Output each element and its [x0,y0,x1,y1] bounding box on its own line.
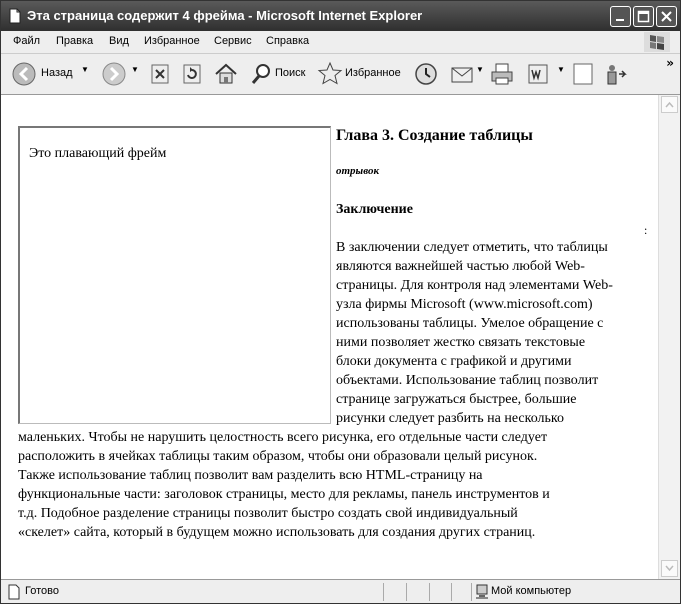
window-title: Эта страница содержит 4 фрейма - Microsoft Internet Explorer [27,8,423,23]
close-icon [660,10,673,23]
text-line: ними позволяет жестко связать текстовые [336,335,586,350]
text-line: В заключении следует отметить, что таблицы [336,240,608,255]
security-zone-text: Мой компьютер [491,585,572,597]
text-line: использованы таблицы. Умелое обращение с [336,316,604,331]
text-line: являются важнейшей частью любой Web- [336,259,585,274]
search-icon[interactable] [249,60,273,88]
scroll-down-icon [662,561,677,576]
history-icon[interactable] [413,60,439,88]
forward-dropdown-icon[interactable]: ▼ [131,65,139,74]
menu-edit[interactable]: Правка [56,35,94,47]
favorites-button-label[interactable]: Избранное [345,67,401,79]
status-separator [471,583,472,601]
print-icon[interactable] [489,60,515,88]
discuss-icon[interactable] [571,60,595,88]
scroll-up-button[interactable] [661,96,678,113]
menu-help[interactable]: Справка [266,35,310,47]
status-bar [1,579,680,604]
colon-mark: : [644,223,648,237]
menu-tools[interactable]: Сервис [214,35,252,47]
back-button-label[interactable]: Назад [41,67,73,79]
floating-iframe[interactable] [18,126,331,424]
favorites-star-icon[interactable] [317,60,343,88]
text-line: объектами. Использование таблиц позволит [336,373,599,388]
mail-dropdown-icon[interactable]: ▼ [476,65,484,74]
stop-icon[interactable] [149,60,171,88]
status-separator [429,583,430,601]
menu-file[interactable]: Файл [13,35,41,47]
minimize-button[interactable] [610,6,631,27]
text-line: Также использование таблиц позволит вам разделить всю HTML-страницу на [18,468,483,483]
back-dropdown-icon[interactable]: ▼ [81,65,89,74]
home-icon[interactable] [213,60,239,88]
menu-favorites[interactable]: Избранное [144,35,200,47]
edit-dropdown-icon[interactable]: ▼ [557,65,565,74]
text-line: «скелет» сайта, который в будущем можно использовать для создания других страниц. [18,525,536,540]
done-page-icon [7,584,21,600]
status-text: Готово [25,585,59,597]
windows-logo-icon [644,32,670,52]
text-line: функциональные части: заголовок страницы, место для рекламы, панель инструментов и [18,487,550,502]
text-line: блоки документа с графикой и другими [336,354,572,369]
computer-icon [475,584,489,600]
status-separator [406,583,407,601]
page-heading: Глава 3. Создание таблицы [336,127,533,144]
status-separator [383,583,384,601]
mail-icon[interactable] [449,60,477,88]
minimize-icon [614,10,627,23]
text-line: странице загружаться быстрее, большие [336,392,577,407]
scroll-down-button[interactable] [661,560,678,577]
text-line: рисунки следует разбить на несколько [336,411,565,426]
menu-view[interactable]: Вид [109,35,129,47]
close-button[interactable] [656,6,677,27]
forward-arrow-icon[interactable] [101,60,127,88]
toolbar-more-icon[interactable]: » [666,56,674,70]
text-line: маленьких. Чтобы не нарушить целостность всего рисунка, его отдельные части следует [18,430,548,445]
text-line: узла фирмы Microsoft (www.microsoft.com) [336,297,593,312]
text-line: т.д. Подобное разделение страницы позволит быстро создать свой индивидуальный [18,506,518,521]
status-separator [451,583,452,601]
text-line: страницы. Для контроля над элементами Web- [336,278,613,293]
scroll-up-icon [662,97,677,112]
back-arrow-icon[interactable] [11,60,37,88]
vertical-scrollbar[interactable] [658,95,680,579]
page-content [1,95,658,579]
section-heading: Заключение [336,202,413,217]
maximize-icon [637,10,650,23]
text-line: расположить в ячейках таблицы таким образом, чтобы они образовали целый рисунок. [18,449,538,464]
refresh-icon[interactable] [181,60,203,88]
menu-bar [1,31,680,54]
iframe-text: Это плавающий фрейм [29,146,167,161]
edit-word-icon[interactable] [525,60,551,88]
title-bar[interactable] [1,1,680,31]
messenger-icon[interactable] [603,60,629,88]
toolbar [1,54,680,95]
page-icon [7,8,23,24]
search-button-label[interactable]: Поиск [275,67,306,79]
excerpt-label: отрывок [336,165,380,177]
maximize-button[interactable] [633,6,654,27]
